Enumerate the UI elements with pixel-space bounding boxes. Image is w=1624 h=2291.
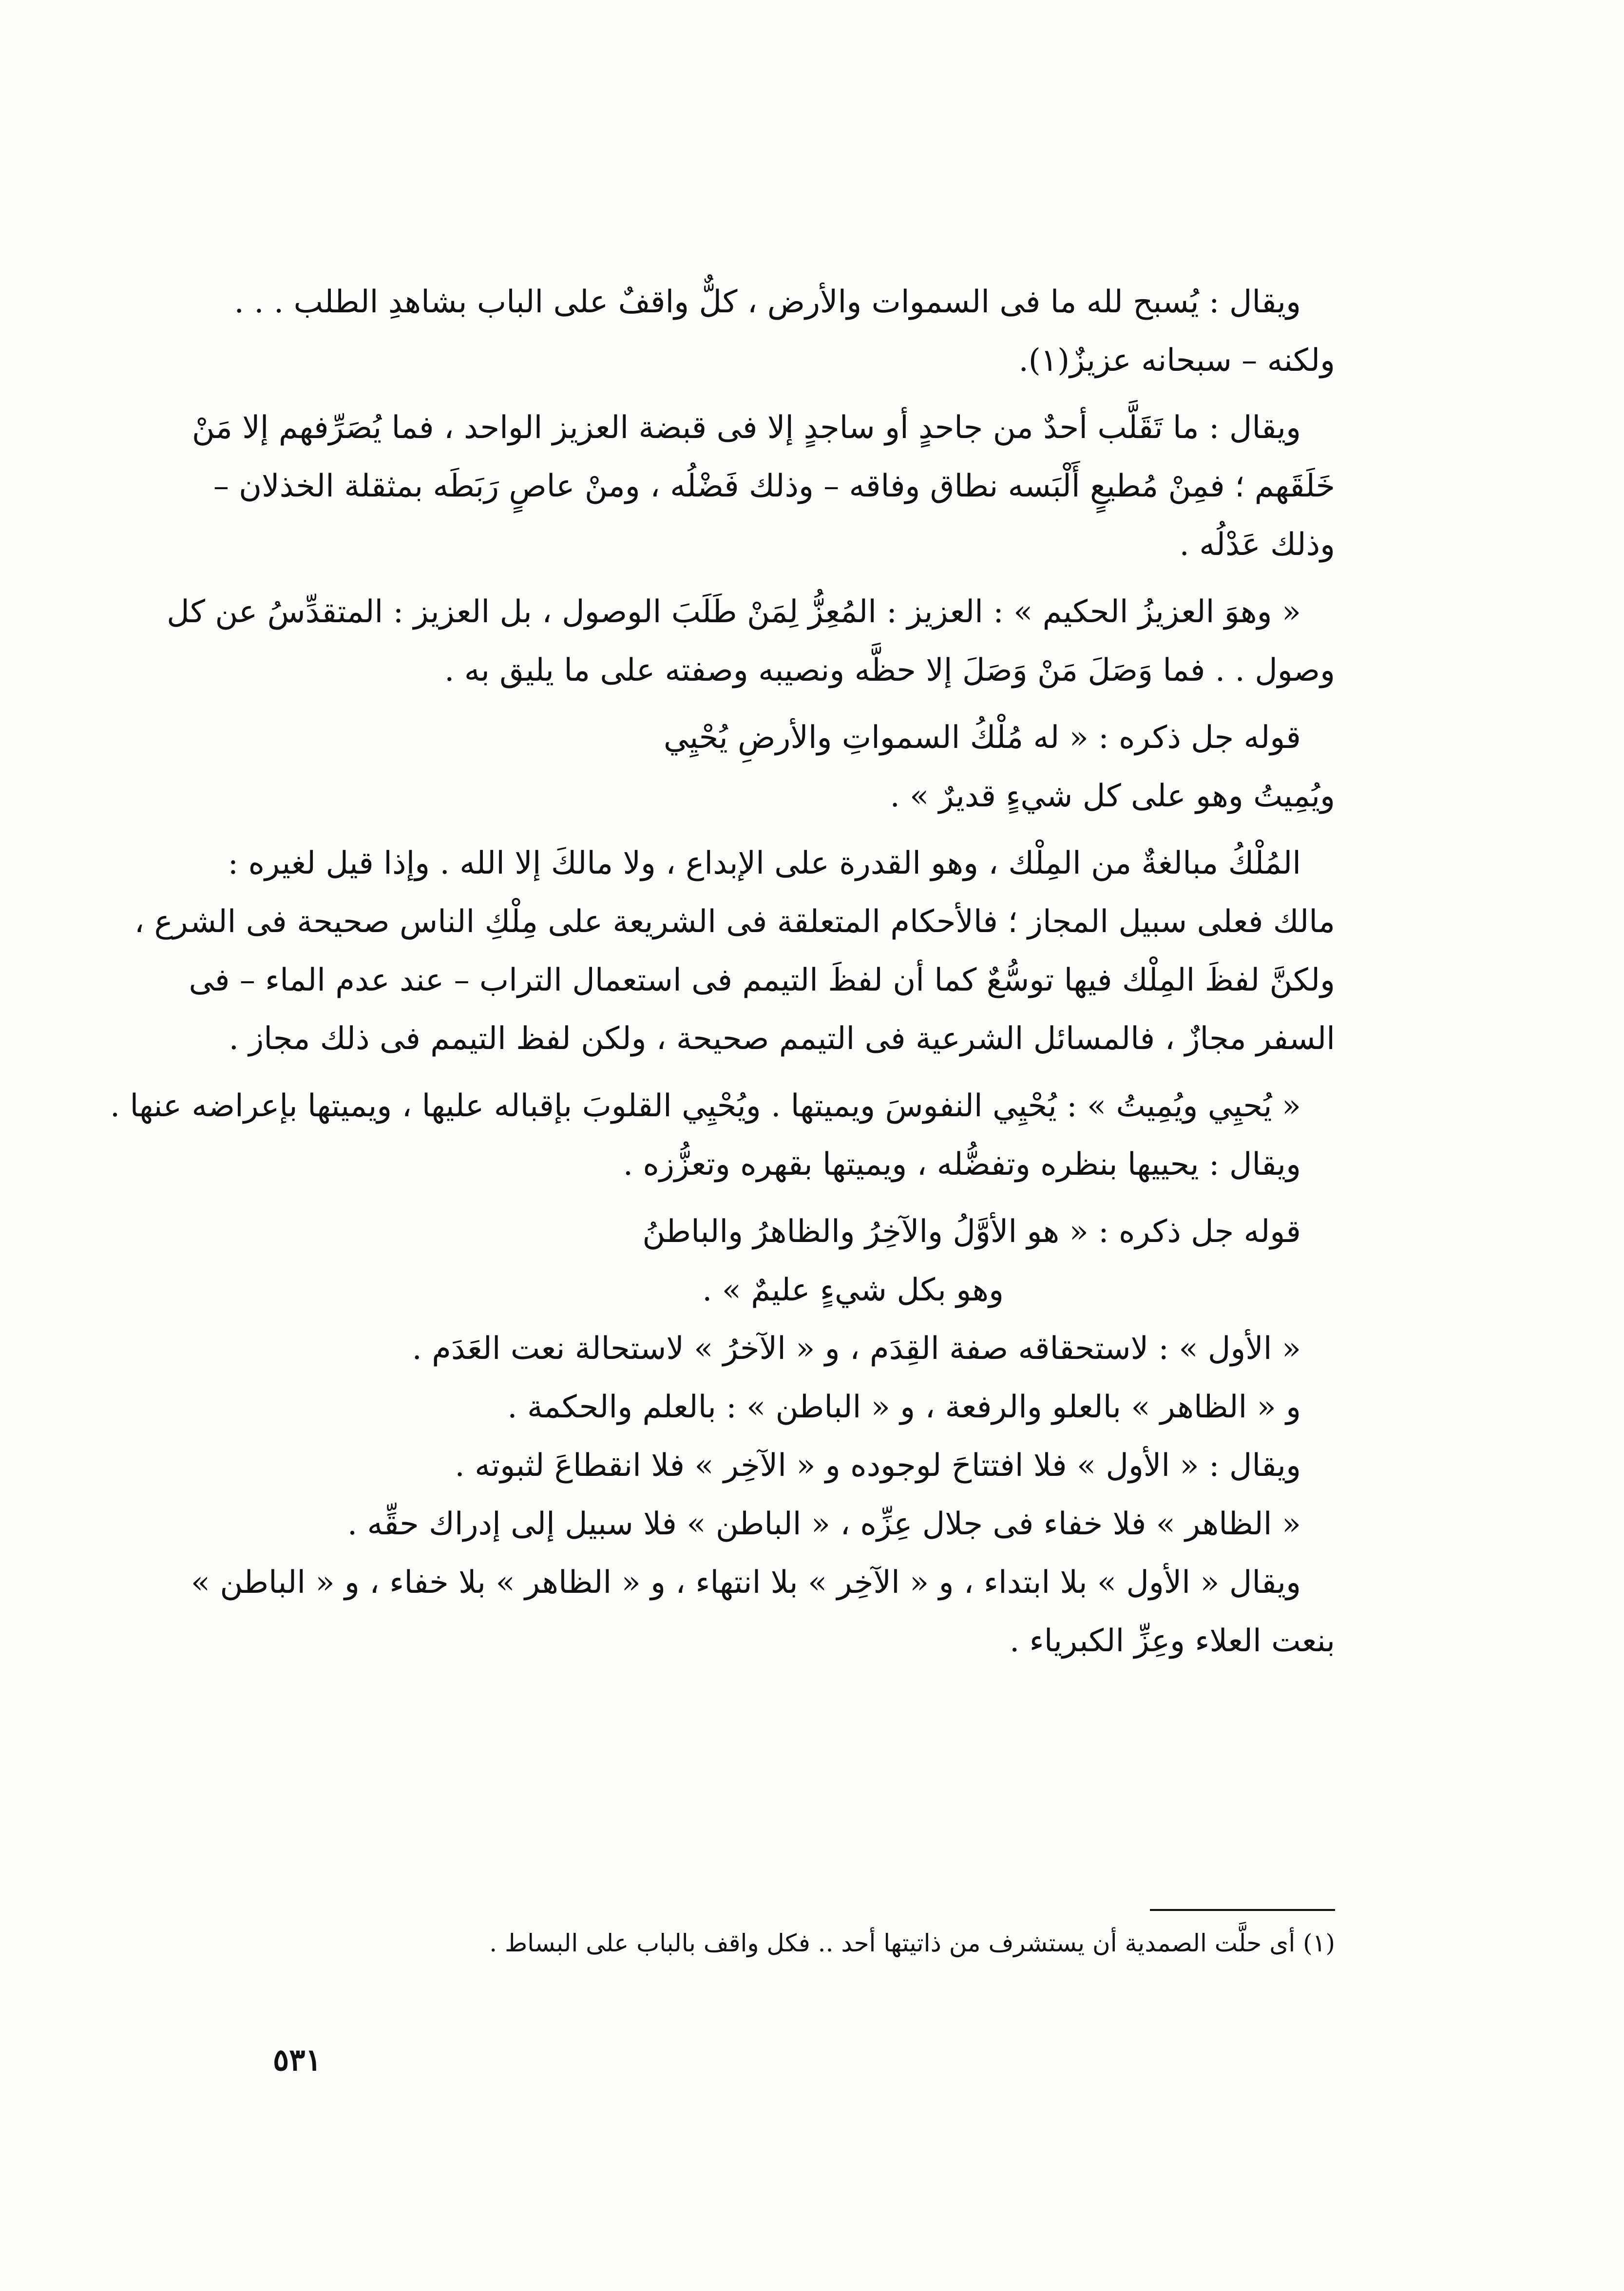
paragraph-line: ويقال : يُسبح لله ما فى السموات والأرض ، كلٌّ واقفٌ على الباب بشاهدِ الطلب . . . (234, 284, 1301, 320)
paragraph-line: السفر مجازٌ ، فالمسائل الشرعية فى التيمم صحيحة ، ولكن لفظ التيمم فى ذلك مجاز . (229, 1021, 1335, 1057)
paragraph-line: وذلك عَدْلُه . (1179, 527, 1335, 563)
paragraph-line: ويقال : ما تَقَلَّب أحدٌ من جاحدٍ أو ساجدٍ إلا فى قبضة العزيز الواحد ، فما يُصَرِّفهم إلا مَنْ (191, 410, 1301, 446)
paragraph-line: « الظاهر » فلا خفاء فى جلال عِزِّه ، « الباطن » فلا سبيل إلى إدراك حقِّه . (347, 1506, 1301, 1542)
paragraph-line: ويقال « الأول » بلا ابتداء ، و « الآخِر » بلا انتهاء ، و « الظاهر » بلا خفاء ، و « الباطن » (191, 1565, 1301, 1601)
verse-heading: قوله جل ذكره : « هو الأوَّلُ والآخِرُ والظاهرُ والباطنُ (642, 1214, 1301, 1250)
paragraph-line: و « الظاهر » بالعلو والرفعة ، و « الباطن » : بالعلم والحكمة . (507, 1389, 1301, 1425)
footnote-divider (1150, 1909, 1335, 1911)
paragraph-line: المُلْكُ مبالغةٌ من المِلْك ، وهو القدرة على الإبداع ، ولا مالكَ إلا الله . وإذا قيل لغيره : (228, 845, 1301, 881)
page-body (110, 273, 1335, 1670)
page-number: ٥٣١ (273, 2042, 322, 2078)
verse-heading: ويُمِيتُ وهو على كل شيءٍ قديرٌ » . (890, 778, 1335, 814)
paragraph-line: وصول . . فما وَصَلَ مَنْ وَصَلَ إلا حظَّه ونصيبه وصفته على ما يليق به . (444, 652, 1335, 688)
paragraph-line: بنعت العلاء وعِزِّ الكبرياء . (1009, 1623, 1335, 1659)
paragraph-line: ولكنَّ لفظَ المِلْك فيها توسُّعٌ كما أن لفظَ التيمم فى استعمال التراب – عند عدم الماء – فى (189, 962, 1335, 998)
paragraph-line: « يُحيِي ويُمِيتُ » : يُحْيِي النفوسَ ويميتها . ويُحْيِي القلوبَ بإقباله عليها ، ويميتها بإعراضه عنها . (110, 1088, 1301, 1124)
paragraph-line: ويقال : « الأول » فلا افتتاحَ لوجوده و « الآخِر » فلا انقطاعَ لثبوته . (455, 1448, 1301, 1484)
paragraph-line: « الأول » : لاستحقاقه صفة القِدَم ، و « الآخرُ » لاستحالة نعت العَدَم . (412, 1331, 1301, 1367)
paragraph-line: مالك فعلى سبيل المجاز ؛ فالأحكام المتعلقة فى الشريعة على مِلْكِ الناس صحيحة فى الشرع ، (134, 904, 1335, 940)
paragraph-line: ولكنه – سبحانه عزيزٌ(١). (1018, 343, 1335, 379)
footnote: (١) أى حلَّت الصمدية أن يستشرف من ذاتيتها أحد .. فكل واقف بالباب على البساط . (489, 1929, 1335, 1957)
paragraph-line: ويقال : يحييها بنظره وتفضُّله ، ويميتها بقهره وتعزُّزه . (623, 1146, 1301, 1183)
verse-heading: وهو بكل شيءٍ عليمٌ » . (702, 1272, 1004, 1308)
verse-heading: قوله جل ذكره : « له مُلْكُ السمواتِ والأرضِ يُحْيِي (663, 720, 1301, 756)
paragraph-line: « وهوَ العزيزُ الحكيم » : العزيز : المُعِزُّ لِمَنْ طَلَبَ الوصول ، بل العزيز : المتقدِّسُ عن كل (167, 594, 1301, 630)
paragraph-line: خَلَقَهم ؛ فمِنْ مُطيعٍ أَلْبَسه نطاق وفاقه – وذلك فَضْلُه ، ومنْ عاصٍ رَبَطَه بمثقلة الخذلان – (213, 468, 1335, 504)
